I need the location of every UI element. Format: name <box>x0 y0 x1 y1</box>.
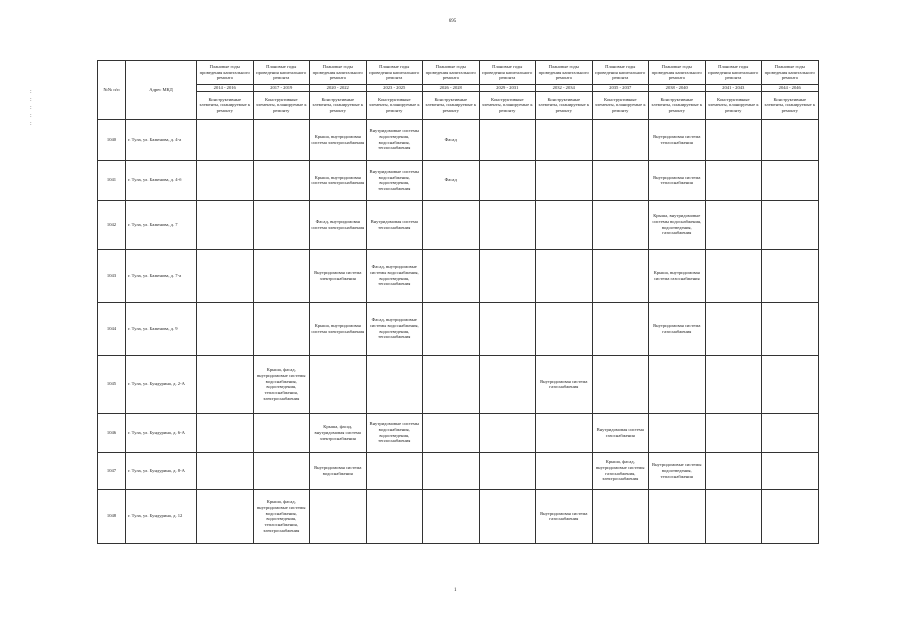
table-row <box>98 160 819 200</box>
repair-elements-cell <box>705 200 762 249</box>
repair-elements-cell <box>649 413 706 452</box>
repair-elements-cell <box>479 160 536 200</box>
repair-elements-cell <box>197 249 254 302</box>
row-address: г. Тула, ул. Баженова, д. 7 <box>126 200 197 249</box>
repair-elements-cell <box>253 249 310 302</box>
header-elements-label: Конструктивные элементы, планируемые к ремонту <box>366 91 423 119</box>
header-elements-label: Конструктивные элементы, планируемые к ремонту <box>197 91 254 119</box>
bottom-mark: 1 <box>454 588 457 593</box>
header-period-label: Плановые годы проведения капитального ремонта <box>705 61 762 85</box>
repair-elements-cell <box>197 489 254 543</box>
repair-elements-cell <box>592 249 649 302</box>
repair-elements-cell <box>762 200 819 249</box>
repair-elements-cell <box>479 200 536 249</box>
row-address: г. Тула, ул. Баженова, д. 4-а <box>126 119 197 160</box>
repair-elements-cell <box>536 302 593 355</box>
repair-elements-cell: Крыша, внутридомовая система электроснабжения <box>310 119 367 160</box>
repair-elements-cell <box>310 355 367 413</box>
repair-elements-cell <box>705 452 762 489</box>
repair-elements-cell <box>253 200 310 249</box>
repair-elements-cell: Фасад <box>423 160 480 200</box>
page-number: 695 <box>448 19 457 24</box>
row-number: 1047 <box>98 452 126 489</box>
repair-plan-table <box>97 60 819 544</box>
repair-elements-cell <box>592 200 649 249</box>
row-number: 1041 <box>98 160 126 200</box>
header-year-range: 2014 - 2016 <box>197 85 254 92</box>
header-year-range: 2026 - 2028 <box>423 85 480 92</box>
row-number: 1046 <box>98 413 126 452</box>
header-period-label: Плановые годы проведения капитального ремонта <box>479 61 536 85</box>
header-year-range: 2023 - 2025 <box>366 85 423 92</box>
repair-elements-cell: Внутридомовые системы водоотведения, водоснабжения, теплоснабжения <box>366 119 423 160</box>
repair-elements-cell <box>705 489 762 543</box>
repair-elements-cell <box>423 489 480 543</box>
repair-elements-cell <box>762 302 819 355</box>
repair-elements-cell: Крыша, фасад, внутридомовые системы газоснабжения, электроснабжения <box>592 452 649 489</box>
repair-elements-cell <box>705 355 762 413</box>
header-year-range: 2038 - 2040 <box>649 85 706 92</box>
repair-elements-cell <box>649 489 706 543</box>
header-elements-label: Конструктивные элементы, планируемые к ремонту <box>762 91 819 119</box>
repair-elements-cell <box>479 489 536 543</box>
header-num: №№ п/п <box>98 61 126 120</box>
header-period-label: Плановые годы проведения капитального ремонта <box>253 61 310 85</box>
repair-elements-cell <box>479 119 536 160</box>
repair-elements-cell <box>762 119 819 160</box>
repair-elements-cell: Крыша, внутридомовая система газоснабжения <box>649 249 706 302</box>
repair-elements-cell <box>762 489 819 543</box>
repair-elements-cell: Крыша, фасад, внутридомовые системы водоснабжения, водоотведения, теплоснабжения, электроснабжения <box>253 489 310 543</box>
repair-elements-cell <box>253 302 310 355</box>
repair-elements-cell: Крыша, фасад, внутридомовая система электроснабжения <box>310 413 367 452</box>
header-year-range: 2044 - 2046 <box>762 85 819 92</box>
repair-elements-cell <box>253 160 310 200</box>
margin-marks: : : : : : <box>30 89 32 127</box>
row-address: г. Тула, ул. Баженова, д. 9 <box>126 302 197 355</box>
repair-elements-cell: Внутридомовые системы водоснабжения, водоотведения, теплоснабжения <box>366 160 423 200</box>
repair-elements-cell <box>705 119 762 160</box>
repair-elements-cell <box>253 119 310 160</box>
repair-elements-cell <box>762 249 819 302</box>
repair-elements-cell <box>762 355 819 413</box>
table-row <box>98 413 819 452</box>
repair-elements-cell <box>197 355 254 413</box>
header-row-elements <box>98 91 819 119</box>
repair-elements-cell: Крыша, внутридомовые системы водоснабжения, водоотведения, газоснабжения <box>649 200 706 249</box>
row-address: г. Тула, ул. Бундурина, д. 8-А <box>126 452 197 489</box>
repair-elements-cell <box>592 355 649 413</box>
repair-elements-cell: Внутридомовые системы водоотведения, теплоснабжения <box>649 452 706 489</box>
table-row <box>98 452 819 489</box>
repair-elements-cell: Внутридомовая система электроснабжения <box>310 249 367 302</box>
repair-elements-cell: Внутридомовая система газоснабжения <box>536 489 593 543</box>
header-year-range: 2029 - 2031 <box>479 85 536 92</box>
repair-elements-cell <box>479 249 536 302</box>
row-address: г. Тула, ул. Баженова, д. 7-а <box>126 249 197 302</box>
repair-elements-cell <box>479 413 536 452</box>
header-period-label: Плановые годы проведения капитального ремонта <box>197 61 254 85</box>
repair-elements-cell <box>479 452 536 489</box>
repair-elements-cell <box>423 452 480 489</box>
row-number: 1044 <box>98 302 126 355</box>
header-period-label: Плановые годы проведения капитального ремонта <box>592 61 649 85</box>
repair-elements-cell <box>253 413 310 452</box>
repair-elements-cell <box>253 452 310 489</box>
header-year-range: 2041 - 2043 <box>705 85 762 92</box>
repair-elements-cell <box>592 160 649 200</box>
repair-elements-cell <box>310 489 367 543</box>
repair-elements-cell <box>705 249 762 302</box>
repair-elements-cell <box>536 452 593 489</box>
repair-elements-cell: Внутридомовая система газоснабжения <box>592 413 649 452</box>
row-address: г. Тула, ул. Бундурина, д. 2-А <box>126 355 197 413</box>
repair-elements-cell <box>423 302 480 355</box>
table-row <box>98 489 819 543</box>
repair-elements-cell <box>536 200 593 249</box>
header-year-range: 2017 - 2019 <box>253 85 310 92</box>
repair-elements-cell <box>536 119 593 160</box>
table-row <box>98 200 819 249</box>
repair-elements-cell <box>197 119 254 160</box>
repair-elements-cell <box>536 249 593 302</box>
repair-elements-cell: Фасад, внутридомовые системы водоснабжения, водоотведения, теплоснабжения <box>366 302 423 355</box>
header-period-label: Плановые годы проведения капитального ремонта <box>649 61 706 85</box>
repair-elements-cell <box>197 413 254 452</box>
repair-elements-cell <box>366 489 423 543</box>
repair-elements-cell: Внутридомовая система газоснабжения <box>536 355 593 413</box>
repair-elements-cell <box>479 355 536 413</box>
repair-elements-cell <box>762 160 819 200</box>
table-row <box>98 302 819 355</box>
header-year-range: 2020 - 2022 <box>310 85 367 92</box>
repair-elements-cell <box>366 355 423 413</box>
repair-elements-cell <box>592 302 649 355</box>
repair-elements-cell: Внутридомовая система водоснабжения <box>310 452 367 489</box>
table-row <box>98 355 819 413</box>
row-address: г. Тула, ул. Баженова, д. 4-б <box>126 160 197 200</box>
header-period-label: Плановые годы проведения капитального ремонта <box>310 61 367 85</box>
header-elements-label: Конструктивные элементы, планируемые к ремонту <box>479 91 536 119</box>
repair-elements-cell <box>197 160 254 200</box>
repair-elements-cell <box>423 355 480 413</box>
header-row-ranges <box>98 85 819 92</box>
header-year-range: 2035 - 2037 <box>592 85 649 92</box>
repair-elements-cell <box>197 200 254 249</box>
repair-elements-cell <box>479 302 536 355</box>
header-address: Адрес МКД <box>126 61 197 120</box>
row-number: 1048 <box>98 489 126 543</box>
header-elements-label: Конструктивные элементы, планируемые к ремонту <box>310 91 367 119</box>
repair-elements-cell <box>197 452 254 489</box>
repair-elements-cell <box>536 160 593 200</box>
repair-elements-cell <box>592 489 649 543</box>
repair-elements-cell <box>705 160 762 200</box>
header-elements-label: Конструктивные элементы, планируемые к ремонту <box>649 91 706 119</box>
header-elements-label: Конструктивные элементы, планируемые к ремонту <box>705 91 762 119</box>
repair-elements-cell: Внутридомовая система теплоснабжения <box>649 119 706 160</box>
repair-elements-cell: Крыша, фасад, внутридомовые системы водоснабжения, водоотведения, теплоснабжения, электроснабжения <box>253 355 310 413</box>
header-period-label: Плановые годы проведения капитального ремонта <box>366 61 423 85</box>
repair-elements-cell: Внутридомовые системы водоснабжения, водоотведения, теплоснабжения <box>366 413 423 452</box>
repair-elements-cell <box>366 452 423 489</box>
header-row-period <box>98 61 819 85</box>
repair-elements-cell <box>762 452 819 489</box>
row-address: г. Тула, ул. Бундурина, д. 12 <box>126 489 197 543</box>
repair-elements-cell <box>423 249 480 302</box>
table-row <box>98 119 819 160</box>
repair-elements-cell: Крыша, внутридомовая система электроснабжения <box>310 302 367 355</box>
repair-elements-cell: Внутридомовая система теплоснабжения <box>366 200 423 249</box>
row-number: 1043 <box>98 249 126 302</box>
row-number: 1040 <box>98 119 126 160</box>
repair-elements-cell: Фасад <box>423 119 480 160</box>
repair-elements-cell <box>592 119 649 160</box>
row-number: 1042 <box>98 200 126 249</box>
table-row <box>98 249 819 302</box>
repair-elements-cell <box>762 413 819 452</box>
header-period-label: Плановые годы проведения капитального ремонта <box>536 61 593 85</box>
repair-elements-cell <box>423 200 480 249</box>
repair-elements-cell: Внутридомовая система теплоснабжения <box>649 160 706 200</box>
repair-elements-cell: Крыша, внутридомовая система электроснабжения <box>310 160 367 200</box>
row-number: 1045 <box>98 355 126 413</box>
repair-elements-cell: Фасад, внутридомовая система электроснабжения <box>310 200 367 249</box>
header-period-label: Плановые годы проведения капитального ремонта <box>423 61 480 85</box>
repair-elements-cell <box>423 413 480 452</box>
repair-elements-cell <box>197 302 254 355</box>
repair-elements-cell <box>705 302 762 355</box>
repair-elements-cell <box>536 413 593 452</box>
repair-elements-cell: Внутридомовая система газоснабжения <box>649 302 706 355</box>
repair-elements-cell <box>705 413 762 452</box>
header-year-range: 2032 - 2034 <box>536 85 593 92</box>
header-elements-label: Конструктивные элементы, планируемые к ремонту <box>253 91 310 119</box>
header-elements-label: Конструктивные элементы, планируемые к ремонту <box>423 91 480 119</box>
row-address: г. Тула, ул. Бундурина, д. 6-А <box>126 413 197 452</box>
repair-elements-cell <box>649 355 706 413</box>
repair-elements-cell: Фасад, внутридомовые системы водоснабжения, водоотведения, теплоснабжения <box>366 249 423 302</box>
header-period-label: Плановые годы проведения капитального ремонта <box>762 61 819 85</box>
header-elements-label: Конструктивные элементы, планируемые к ремонту <box>536 91 593 119</box>
header-elements-label: Конструктивные элементы, планируемые к ремонту <box>592 91 649 119</box>
